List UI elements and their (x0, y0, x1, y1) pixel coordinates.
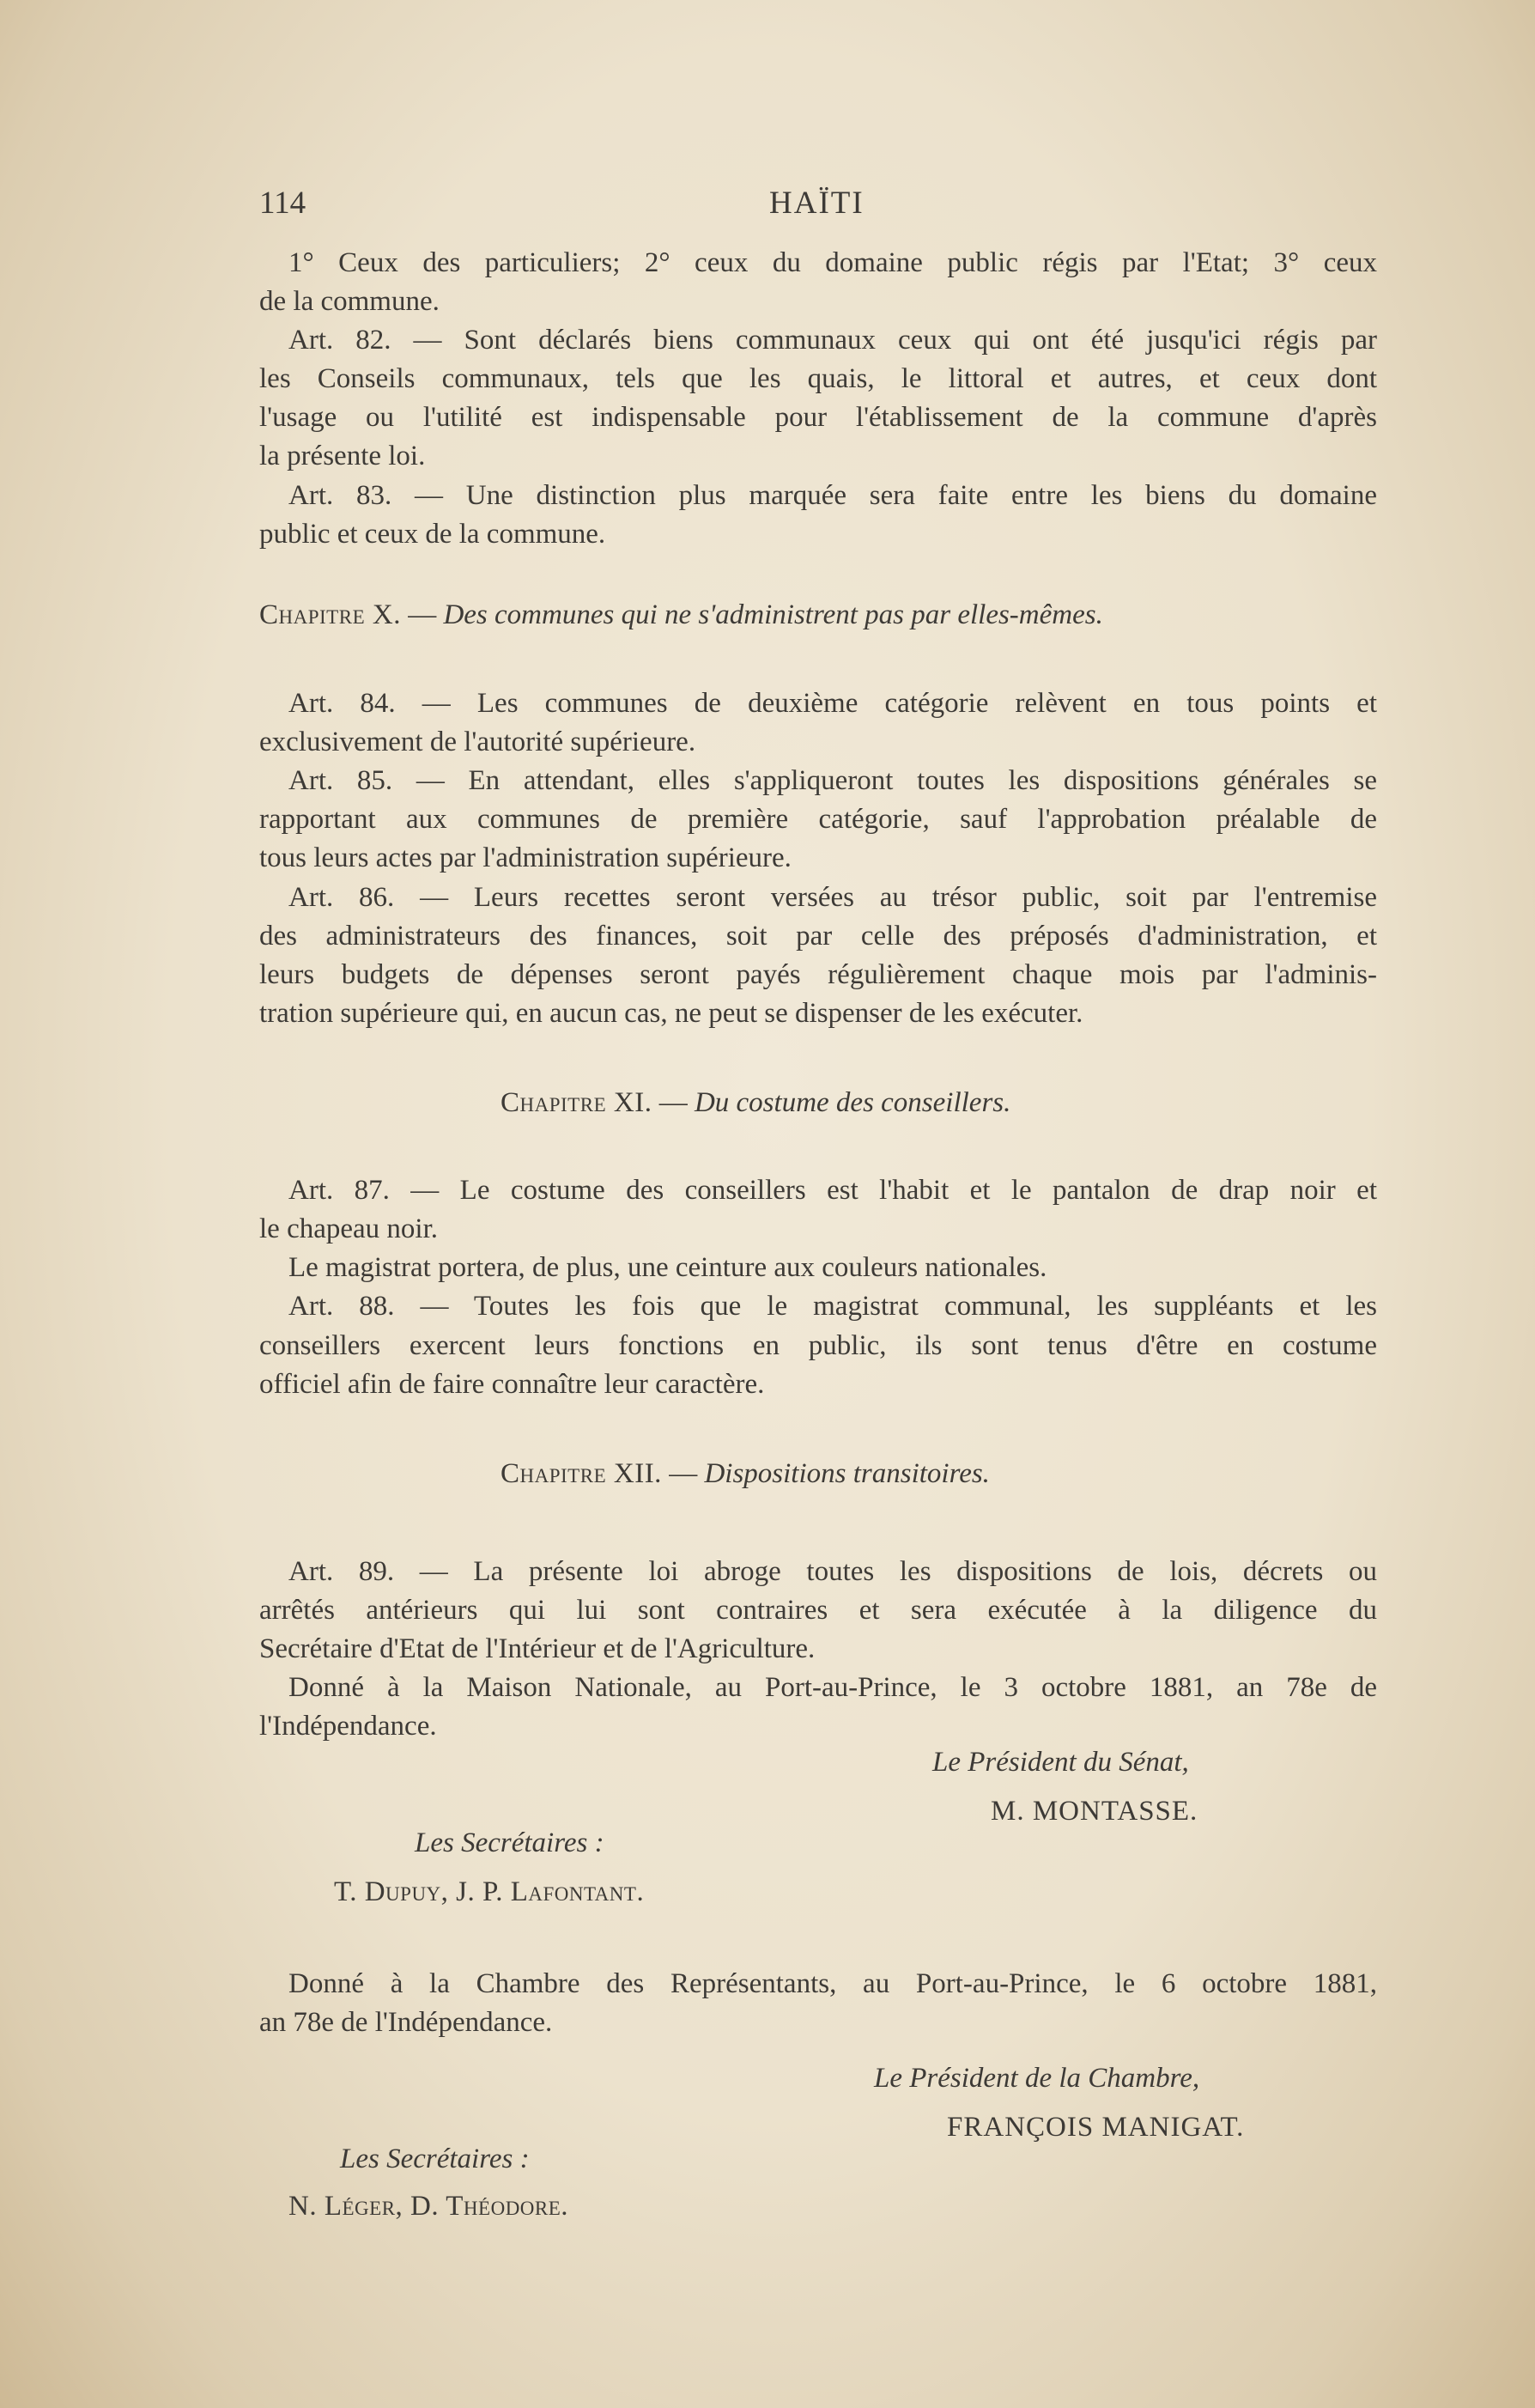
paragraph-line: de la commune. (259, 286, 440, 317)
chapter-11-heading (501, 1084, 1010, 1122)
article-86-line: Art. 86. — Leurs recettes seront versées au trésor public, soit par l'entremise (288, 882, 1377, 913)
chapter-dash: — (652, 1087, 695, 1118)
chapter-title: Des communes qui ne s'administrent pas par elles-mêmes. (443, 599, 1103, 630)
article-86-line: des administrateurs des finances, soit par celle des préposés d'administration, et (259, 921, 1377, 952)
article-85-line: tous leurs actes par l'administration supérieure. (259, 842, 792, 873)
article-89-line: arrêtés antérieurs qui lui sont contraires et sera exécutée à la diligence du (259, 1595, 1377, 1626)
chapter-title: Dispositions transitoires. (704, 1458, 990, 1489)
chapter-12-heading (501, 1455, 990, 1493)
chapter-10-heading (259, 596, 1103, 634)
article-84-line: exclusivement de l'autorité supérieure. (259, 727, 696, 757)
chapter-label: Chapitre XII. (501, 1458, 662, 1489)
article-88-line: conseillers exercent leurs fonctions en public, ils sont tenus d'être en costume (259, 1330, 1377, 1361)
chamber-date-line: an 78e de l'Indépendance. (259, 2007, 553, 2038)
senate-date-line: Donné à la Maison Nationale, au Port-au-Prince, le 3 octobre 1881, an 78e de (288, 1672, 1377, 1703)
paragraph-line: 1° Ceux des particuliers; 2° ceux du domaine public régis par l'Etat; 3° ceux (288, 247, 1377, 278)
chamber-secretaries-title: Les Secrétaires : (340, 2143, 530, 2174)
article-87-line: le chapeau noir. (259, 1213, 438, 1244)
article-83-line: Art. 83. — Une distinction plus marquée sera faite entre les biens du domaine (288, 480, 1377, 511)
senate-president-title: Le Président du Sénat, (932, 1747, 1189, 1778)
article-89-line: Art. 89. — La présente loi abroge toutes les dispositions de lois, décrets ou (288, 1556, 1377, 1587)
chamber-secretaries-names: N. Léger, D. Théodore. (288, 2191, 569, 2222)
chapter-label: Chapitre X. (259, 599, 401, 630)
senate-secretaries-title: Les Secrétaires : (415, 1827, 604, 1858)
chamber-president-title: Le Président de la Chambre, (874, 2063, 1200, 2094)
page-number: 114 (259, 185, 306, 221)
chapter-title: Du costume des conseillers. (694, 1087, 1011, 1118)
article-83-line: public et ceux de la commune. (259, 519, 606, 550)
article-82-line: l'usage ou l'utilité est indispensable pour l'établissement de la commune d'après (259, 402, 1377, 433)
senate-president-name: M. MONTASSE. (991, 1796, 1198, 1827)
article-88-line: Art. 88. — Toutes les fois que le magistrat communal, les suppléants et les (288, 1291, 1377, 1322)
article-87-line: Le magistrat portera, de plus, une ceinture aux couleurs nationales. (288, 1252, 1047, 1283)
chapter-dash: — (400, 599, 444, 630)
article-86-line: tration supérieure qui, en aucun cas, ne peut se dispenser de les exécuter. (259, 998, 1083, 1029)
senate-secretaries-names: T. Dupuy, J. P. Lafontant. (334, 1876, 645, 1907)
article-84-line: Art. 84. — Les communes de deuxième catégorie relèvent en tous points et (288, 688, 1377, 719)
senate-date-line: l'Indépendance. (259, 1711, 437, 1742)
article-85-line: Art. 85. — En attendant, elles s'appliqueront toutes les dispositions générales se (288, 765, 1377, 796)
article-82-line: la présente loi. (259, 441, 426, 471)
article-88-line: officiel afin de faire connaître leur caractère. (259, 1369, 765, 1400)
article-85-line: rapportant aux communes de première catégorie, sauf l'approbation préalable de (259, 804, 1377, 835)
article-82-line: Art. 82. — Sont déclarés biens communaux ceux qui ont été jusqu'ici régis par (288, 325, 1377, 356)
article-87-line: Art. 87. — Le costume des conseillers est l'habit et le pantalon de drap noir et (288, 1175, 1377, 1206)
chapter-label: Chapitre XI. (501, 1087, 652, 1118)
article-86-line: leurs budgets de dépenses seront payés régulièrement chaque mois par l'adminis- (259, 959, 1377, 990)
chamber-date-line: Donné à la Chambre des Représentants, au Port-au-Prince, le 6 octobre 1881, (288, 1968, 1377, 1999)
article-82-line: les Conseils communaux, tels que les quais, le littoral et autres, et ceux dont (259, 363, 1377, 394)
chamber-president-name: FRANÇOIS MANIGAT. (947, 2112, 1245, 2143)
article-89-line: Secrétaire d'Etat de l'Intérieur et de l'Agriculture. (259, 1633, 816, 1664)
running-title: HAÏTI (769, 185, 865, 221)
chapter-dash: — (661, 1458, 705, 1489)
